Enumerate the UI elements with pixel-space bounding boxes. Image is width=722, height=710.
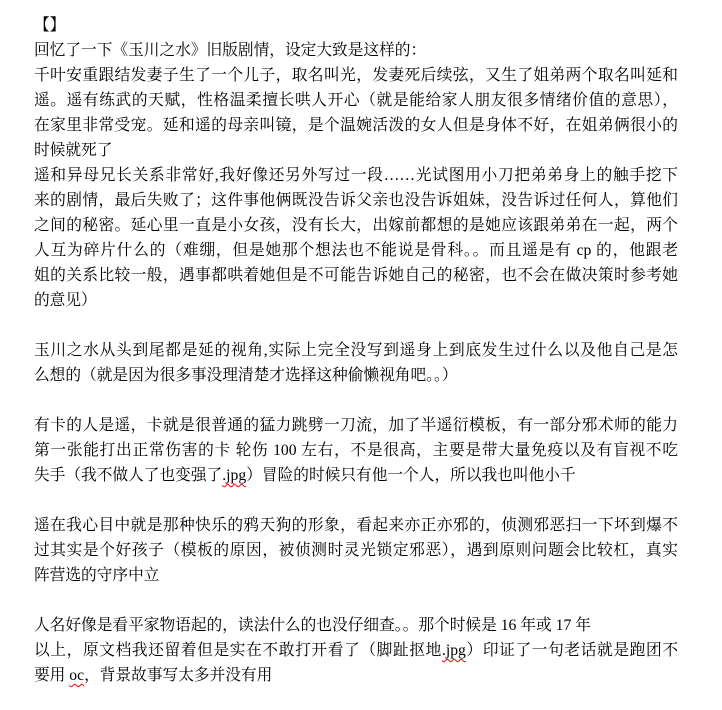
text-run: 失手（我不做人了也变强了 [34, 467, 223, 484]
text-line [34, 638, 678, 663]
text-run: 17 [555, 617, 572, 634]
text-line: 遥和异母兄长关系非常好,我好像还另外写过一段……光试图用小刀把弟弟身上的触手挖下 [34, 167, 678, 184]
text-run: 人名好像是看平家物语起的，读法什么的也没仔细查。。那个时候是 [34, 617, 501, 634]
text-line: 的意见） [34, 292, 97, 309]
text-run: 人互为碎片什么的（难绷，但是她那个想法也不能说是骨科。。而且遥是有 [34, 242, 577, 259]
text-line: 么想的（就是因为很多事没理清楚才选择这种偷懒视角吧。。） [34, 367, 458, 384]
text-line: 在家里非常受宠。延和遥的母亲叫镜，是个温婉活泼的女人但是身体不好，在姐弟俩很小的 [34, 117, 678, 134]
blank-line [34, 388, 678, 413]
text-run: 第一张能打出正常伤害的卡 轮伤 [34, 442, 274, 459]
text-line: 有卡的人是遥，卡就是很普通的猛力跳劈一刀流，加了半遥衍模板，有一部分邪术师的能力 [34, 417, 678, 434]
text-line: 玉川之水从头到尾都是延的视角,实际上完全没写到遥身上到底发生过什么以及他自己是怎 [34, 342, 678, 359]
text-line: 姐的关系比较一般，遇事都哄着她但是不可能告诉她自己的秘密，也不会在做决策时参考她 [34, 267, 678, 284]
text-line [34, 613, 678, 638]
spellcheck-flagged-text: .jpg [441, 642, 466, 659]
text-line: 之间的秘密。延心里一直是小女孩，没有长大，出嫁前都想的是她应该跟弟弟在一起，两个 [34, 217, 678, 234]
text-run: 左右，不是很高，主要是带大量免疫以及有盲视不吃 [296, 442, 678, 459]
text-line [34, 238, 678, 263]
blank-line [34, 313, 678, 338]
text-run: ）印证了一句老话就是跑团不 [465, 642, 678, 659]
text-run: cp [576, 242, 592, 259]
text-run: 100 [273, 442, 297, 459]
text-line: 千叶安重跟结发妻子生了一个儿子，取名叫光，发妻死后续弦，又生了姐弟两个取名叫延和 [34, 67, 678, 84]
text-line [34, 438, 678, 463]
text-line: 【】 [34, 17, 66, 34]
text-run: 要用 [34, 667, 70, 684]
text-run: 的，他跟老 [591, 242, 678, 259]
blank-line [34, 488, 678, 513]
text-line: 时候就死了 [34, 142, 113, 159]
text-line: 来的剧情，最后失败了；这件事他俩既没告诉父亲也没告诉姐妹，没告诉过任何人，算他们 [34, 192, 678, 209]
text-line [34, 663, 678, 688]
text-run: ，背景故事写太多并没有用 [84, 667, 273, 684]
text-line: 阵营选的守序中立 [34, 567, 160, 584]
text-run: 年或 [516, 617, 556, 634]
blank-line [34, 588, 678, 613]
spellcheck-flagged-text: .jpg [222, 467, 247, 484]
text-run: ）冒险的时候只有他一个人，所以我也叫他小千 [246, 467, 576, 484]
text-line: 遥在我心目中就是那种快乐的鸦天狗的形象，看起来亦正亦邪的，侦测邪恶扫一下坏到爆不 [34, 517, 678, 534]
text-line [34, 463, 678, 488]
text-run: 年 [571, 617, 591, 634]
text-line: 回忆了一下《玉川之水》旧版剧情，设定大致是这样的： [34, 42, 427, 59]
spellcheck-flagged-text: oc [69, 667, 85, 684]
text-line: 遥。遥有练武的天赋，性格温柔擅长哄人开心（就是能给家人朋友很多情绪价值的意思）， [34, 92, 678, 109]
text-run: 以上，原文档我还留着但是实在不敢打开看了（脚趾抠地 [34, 642, 442, 659]
text-run: 16 [500, 617, 517, 634]
text-line: 过其实是个好孩子（模板的原因，被侦测时灵光锁定邪恶），遇到原则问题会比较杠，真实 [34, 542, 678, 559]
